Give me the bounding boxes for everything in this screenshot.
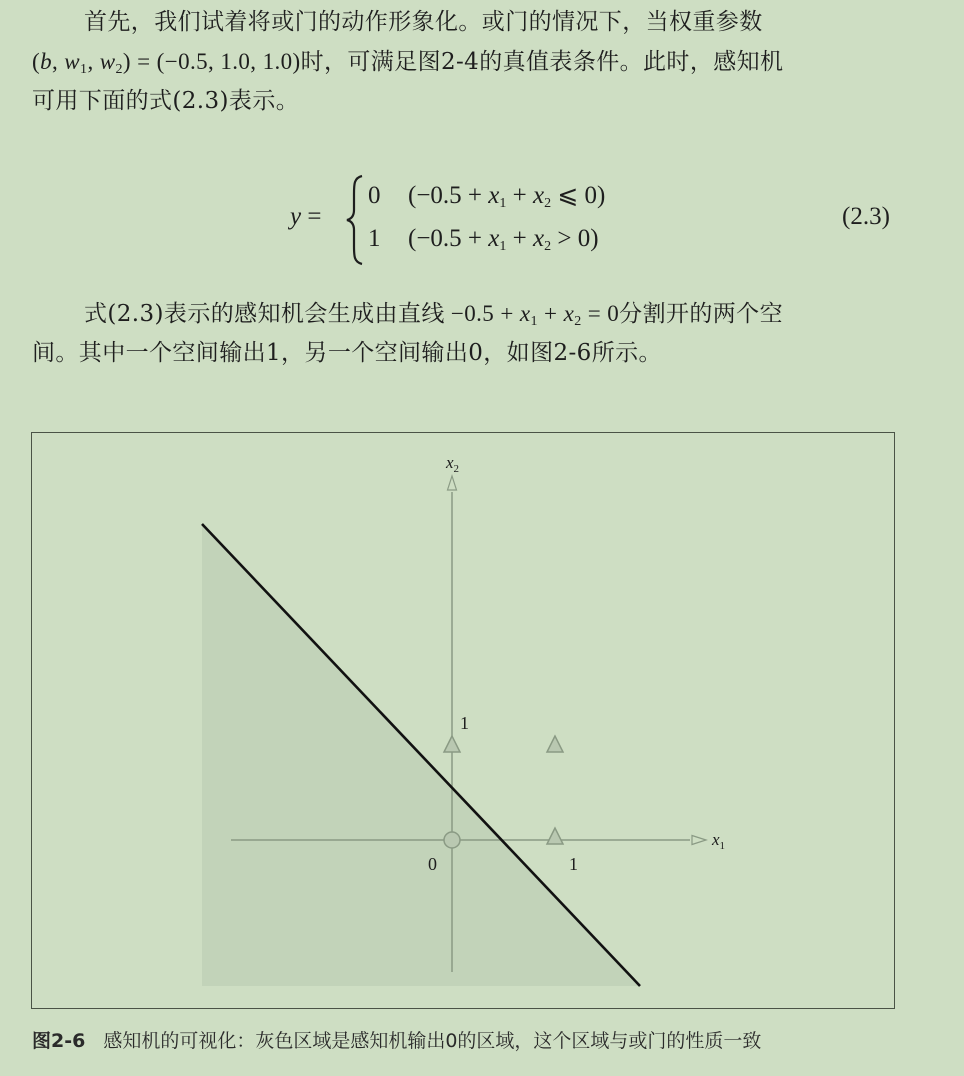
- x1-axis-arrow-icon: [692, 836, 706, 845]
- equation-case-0: 0 ($-0.5 + x_1 + x_2$ ⩽ 0): [368, 182, 606, 211]
- tick-label-origin: 0: [428, 854, 437, 874]
- tick-label-x2-one: 1: [460, 713, 469, 733]
- decision-line-equation: $-0.5 + x_1 + x_2 = 0$: [444, 301, 620, 329]
- tick-label-x1-one: 1: [569, 854, 578, 874]
- weight-parameter-tuple: (b, $w_1$, $w_2) = (-0.5$, 1.0, 1.0): [32, 49, 301, 77]
- equation-case-1: 1 $(-0.5 + x_1 + x_2 > 0)$: [368, 225, 599, 254]
- paragraph-explanation-line-1: 式(2.3)表示的感知机会生成由直线 $-0.5 + x_1 + x_2 = 0$分割开的两个空: [84, 301, 783, 329]
- point-1-1-triangle-icon: [547, 736, 563, 752]
- paragraph-intro-line-3: 可用下面的式(2.3)表示。: [32, 88, 300, 114]
- point-1-0-triangle-icon: [547, 828, 563, 844]
- paragraph-explanation-line-2: 间。其中一个空间输出1，另一个空间输出0，如图2-6所示。: [32, 340, 662, 366]
- x1-axis-label: $x_1$: [712, 830, 726, 852]
- paragraph-intro-line-2: (b, $w_1$, $w_2) = (-0.5$, 1.0, 1.0)时，可满足图2-4的真值表条件。此时，感知机: [32, 49, 784, 77]
- equation-number: (2.3): [842, 203, 890, 230]
- x2-axis-label: $x_2$: [446, 453, 460, 475]
- paragraph-intro-line-1: 首先，我们试着将或门的动作形象化。或门的情况下，当权重参数: [84, 9, 763, 35]
- figure-caption: [32, 1026, 761, 1053]
- x2-axis-arrow-icon: [448, 476, 457, 490]
- figure-caption-text: 感知机的可视化：灰色区域是感知机输出0的区域，这个区域与或门的性质一致: [103, 1030, 762, 1052]
- point-0-1-triangle-icon: [444, 736, 460, 752]
- equation-lhs: y =: [290, 203, 322, 230]
- figure-number: 图2-6: [32, 1030, 86, 1052]
- point-0-0-circle-icon: [444, 832, 460, 848]
